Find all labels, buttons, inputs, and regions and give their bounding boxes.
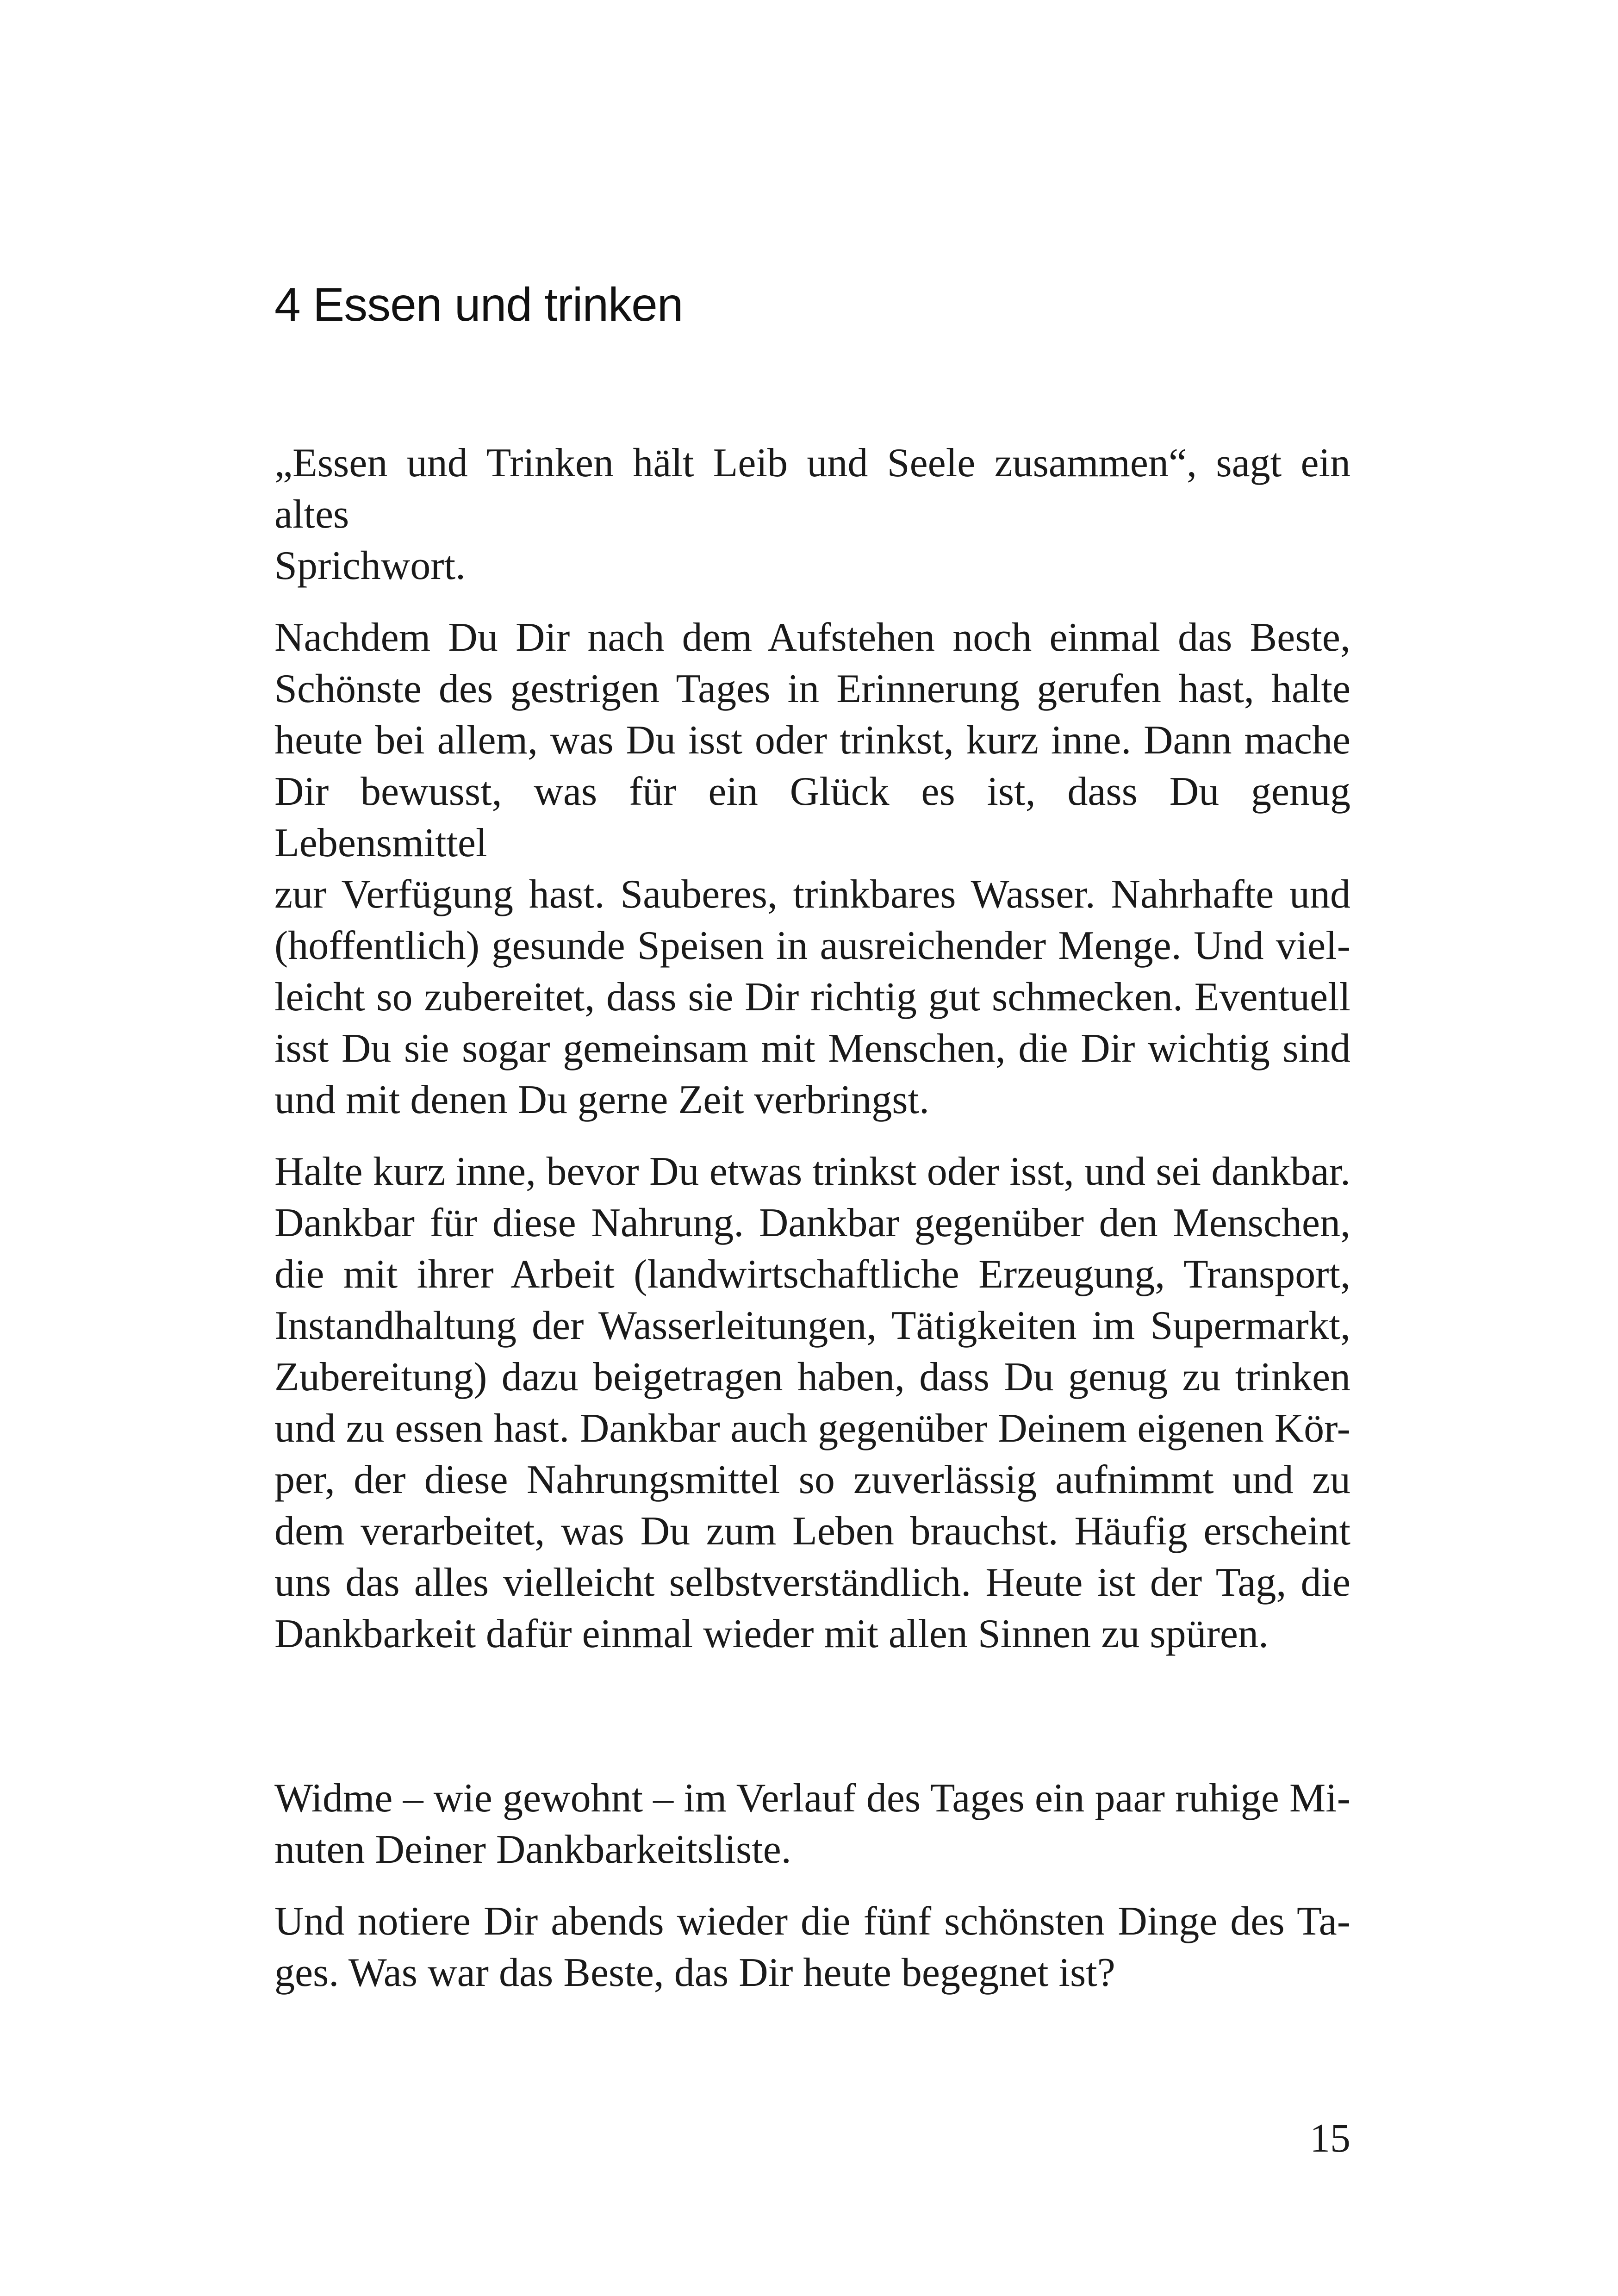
text-line: dem verarbeitet, was Du zum Leben brauchst. Häufig erscheint — [274, 1509, 1350, 1554]
text-line: Dankbarkeit dafür einmal wieder mit allen Sinnen zu spüren. — [274, 1612, 1269, 1656]
text-line: Dankbar für diese Nahrung. Dankbar gegenüber den Menschen, — [274, 1201, 1350, 1245]
text-line: Dir bewusst, was für ein Glück es ist, dass Du genug Lebensmittel — [274, 769, 1350, 865]
text-line: Zubereitung) dazu beigetragen haben, dass Du genug zu trinken — [274, 1355, 1350, 1400]
paragraph-morning — [274, 612, 1350, 1126]
body-text — [274, 437, 1350, 2019]
text-line: (hoffentlich) gesunde Speisen in ausreichender Menge. Und viel- — [274, 923, 1350, 968]
text-line: heute bei allem, was Du isst oder trinkst, kurz inne. Dann mache — [274, 718, 1350, 763]
paragraph-gratitude — [274, 1146, 1350, 1660]
paragraph-evening-note — [274, 1896, 1350, 1998]
text-line: zur Verfügung hast. Sauberes, trinkbares Wasser. Nahrhafte und — [274, 872, 1350, 917]
text-line: uns das alles vielleicht selbstverständlich. Heute ist der Tag, die — [274, 1560, 1350, 1605]
paragraph-proverb — [274, 437, 1350, 591]
text-line: Instandhaltung der Wasserleitungen, Tätigkeiten im Supermarkt, — [274, 1303, 1350, 1348]
section-spacer — [274, 1680, 1350, 1773]
paragraph-list-reminder — [274, 1773, 1350, 1875]
text-line: ges. Was war das Beste, das Dir heute begegnet ist? — [274, 1950, 1115, 1995]
text-line: per, der diese Nahrungsmittel so zuverlässig aufnimmt und zu — [274, 1457, 1350, 1502]
chapter-heading: 4 Essen und trinken — [274, 278, 683, 331]
text-line: „Essen und Trinken hält Leib und Seele zusammen“, sagt ein altes — [274, 441, 1350, 537]
text-line: leicht so zubereitet, dass sie Dir richtig gut schmecken. Eventuell — [274, 975, 1350, 1020]
text-line: isst Du sie sogar gemeinsam mit Menschen, die Dir wichtig sind — [274, 1026, 1350, 1071]
text-line: die mit ihrer Arbeit (landwirtschaftliche Erzeugung, Transport, — [274, 1252, 1350, 1297]
text-line: nuten Deiner Dankbarkeitsliste. — [274, 1827, 791, 1872]
text-line: Halte kurz inne, bevor Du etwas trinkst oder isst, und sei dankbar. — [274, 1149, 1350, 1194]
text-line: Sprichwort. — [274, 543, 466, 588]
page-number: 15 — [1310, 2116, 1350, 2161]
text-line: Widme – wie gewohnt – im Verlauf des Tages ein paar ruhige Mi- — [274, 1776, 1350, 1821]
text-line: und mit denen Du gerne Zeit verbringst. — [274, 1077, 929, 1122]
text-line: Nachdem Du Dir nach dem Aufstehen noch einmal das Beste, — [274, 615, 1350, 660]
text-line: Und notiere Dir abends wieder die fünf schönsten Dinge des Ta- — [274, 1899, 1350, 1944]
text-line: Schönste des gestrigen Tages in Erinnerung gerufen hast, halte — [274, 666, 1350, 711]
text-line: und zu essen hast. Dankbar auch gegenüber Deinem eigenen Kör- — [274, 1406, 1350, 1451]
